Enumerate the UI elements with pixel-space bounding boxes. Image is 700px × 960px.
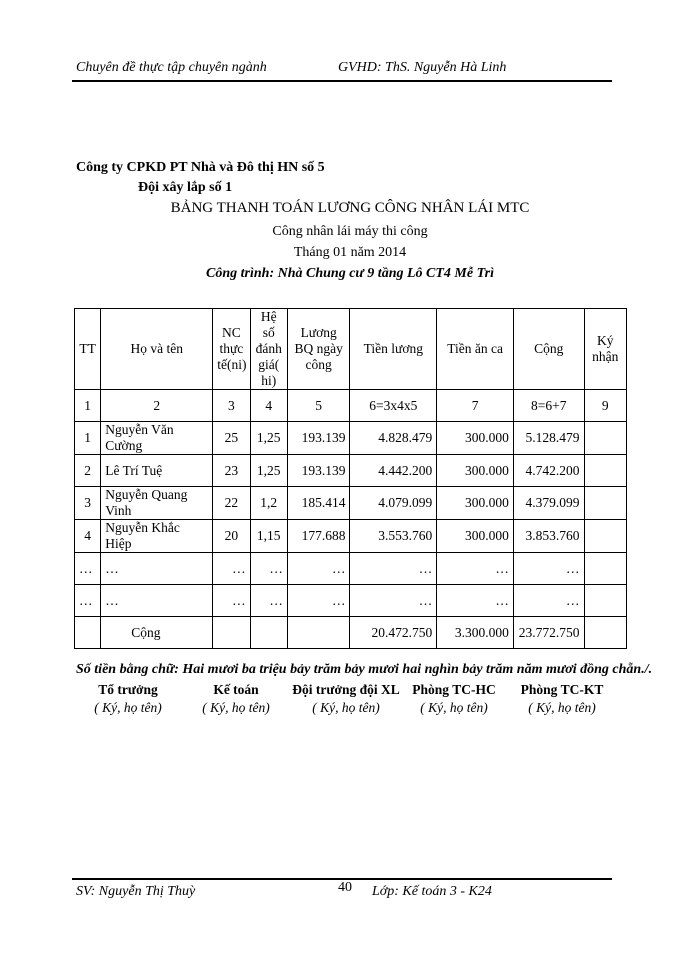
table-cell: 300.000 <box>437 520 514 553</box>
col-header: Tiền ăn ca <box>437 309 514 390</box>
table-cell: 300.000 <box>437 455 514 487</box>
table-cell: 1,15 <box>250 520 287 553</box>
table-cell <box>250 617 287 649</box>
table-cell: 20 <box>213 520 250 553</box>
table-cell <box>75 617 101 649</box>
table-cell: 5.128.479 <box>513 422 584 455</box>
signature-note: ( Ký, họ tên) <box>202 700 270 715</box>
table-cell: … <box>513 585 584 617</box>
col-header: Tiền lương <box>350 309 437 390</box>
table-cell: 300.000 <box>437 422 514 455</box>
col-header: NC thực tế(ni) <box>213 309 250 390</box>
signature-block <box>402 682 506 716</box>
header-rule <box>72 80 612 82</box>
table-cell: … <box>213 553 250 585</box>
table-row <box>75 585 627 617</box>
signature-block <box>288 682 404 716</box>
total-meal: 3.300.000 <box>437 617 514 649</box>
table-cell: … <box>513 553 584 585</box>
signature-note: ( Ký, họ tên) <box>528 700 596 715</box>
table-cell: 4 <box>250 390 287 422</box>
table-cell: … <box>437 585 514 617</box>
table-cell: Nguyễn Văn Cường <box>101 422 213 455</box>
col-header: Hệ số đánh giá( hi) <box>250 309 287 390</box>
table-cell: 4.442.200 <box>350 455 437 487</box>
table-row <box>75 422 627 455</box>
table-cell: … <box>287 553 350 585</box>
total-label: Cộng <box>101 617 213 649</box>
page-number: 40 <box>338 880 352 895</box>
payroll-table <box>74 308 627 649</box>
col-header: Lương BQ ngày công <box>287 309 350 390</box>
table-cell: 7 <box>437 390 514 422</box>
table-cell: 8=6+7 <box>513 390 584 422</box>
total-salary: 20.472.750 <box>350 617 437 649</box>
table-cell: … <box>437 553 514 585</box>
signature-note: ( Ký, họ tên) <box>420 700 488 715</box>
table-cell: 1,25 <box>250 422 287 455</box>
signature-title: Kế toán <box>213 682 259 697</box>
table-cell: 177.688 <box>287 520 350 553</box>
col-header: Họ và tên <box>101 309 213 390</box>
col-header: TT <box>75 309 101 390</box>
signature-note: ( Ký, họ tên) <box>312 700 380 715</box>
company-name: Công ty CPKD PT Nhà và Đô thị HN số 5 <box>76 160 325 175</box>
table-cell: 4.379.099 <box>513 487 584 520</box>
table-row <box>75 553 627 585</box>
table-cell: 4.742.200 <box>513 455 584 487</box>
table-cell: … <box>101 553 213 585</box>
col-header: Ký nhận <box>584 309 626 390</box>
table-cell: 3 <box>213 390 250 422</box>
table-row <box>75 487 627 520</box>
table-cell: … <box>75 553 101 585</box>
header-left: Chuyên đề thực tập chuyên ngành <box>76 60 267 75</box>
document-title: BẢNG THANH TOÁN LƯƠNG CÔNG NHÂN LÁI MTC <box>170 200 530 216</box>
table-total-row <box>75 617 627 649</box>
table-cell: 1 <box>75 422 101 455</box>
signature-title: Phòng TC-KT <box>520 682 604 697</box>
table-cell <box>584 422 626 455</box>
table-cell: … <box>101 585 213 617</box>
table-cell: 1 <box>75 390 101 422</box>
table-cell: … <box>250 553 287 585</box>
signature-note: ( Ký, họ tên) <box>94 700 162 715</box>
table-header-row <box>75 309 627 390</box>
table-cell: 6=3x4x5 <box>350 390 437 422</box>
signature-block <box>78 682 178 716</box>
signature-block <box>512 682 612 716</box>
table-cell: 300.000 <box>437 487 514 520</box>
table-cell <box>584 520 626 553</box>
table-cell: 9 <box>584 390 626 422</box>
table-cell: … <box>350 553 437 585</box>
signature-block <box>186 682 286 716</box>
team-name: Đội xây lắp số 1 <box>138 180 233 195</box>
table-cell <box>287 617 350 649</box>
col-header: Cộng <box>513 309 584 390</box>
total-sum: 23.772.750 <box>513 617 584 649</box>
table-cell: 2 <box>101 390 213 422</box>
table-index-row <box>75 390 627 422</box>
header-right: GVHD: ThS. Nguyễn Hà Linh <box>338 60 507 75</box>
signature-title: Phòng TC-HC <box>412 682 496 697</box>
project-name: Công trình: Nhà Chung cư 9 tầng Lô CT4 Mễ Trì <box>206 266 494 281</box>
table-cell: 3 <box>75 487 101 520</box>
table-cell: … <box>287 585 350 617</box>
table-cell: 3.553.760 <box>350 520 437 553</box>
table-cell: 4.079.099 <box>350 487 437 520</box>
table-cell: 3.853.760 <box>513 520 584 553</box>
amount-in-words: Số tiền bằng chữ: Hai mươi ba triệu bảy trăm bảy mươi hai nghìn bảy trăm năm mươi đồng chẵn./. <box>76 662 653 677</box>
table-cell: Lê Trí Tuệ <box>101 455 213 487</box>
table-cell: 2 <box>75 455 101 487</box>
table-cell: 22 <box>213 487 250 520</box>
document-month: Tháng 01 năm 2014 <box>293 245 407 260</box>
table-row <box>75 455 627 487</box>
signature-title: Đội trưởng đội XL <box>292 682 400 697</box>
table-cell: … <box>250 585 287 617</box>
table-cell: 193.139 <box>287 422 350 455</box>
table-cell <box>584 455 626 487</box>
table-cell: 4 <box>75 520 101 553</box>
table-cell: 185.414 <box>287 487 350 520</box>
table-cell: 4.828.479 <box>350 422 437 455</box>
table-cell: … <box>213 585 250 617</box>
footer-left: SV: Nguyễn Thị Thuỳ <box>76 884 196 899</box>
table-row <box>75 520 627 553</box>
table-cell <box>213 617 250 649</box>
table-cell: … <box>350 585 437 617</box>
signature-title: Tổ trưởng <box>98 682 158 697</box>
table-cell: 1,2 <box>250 487 287 520</box>
table-cell: 5 <box>287 390 350 422</box>
table-cell: 25 <box>213 422 250 455</box>
table-cell: … <box>75 585 101 617</box>
table-cell <box>584 617 626 649</box>
table-cell <box>584 487 626 520</box>
document-subtitle: Công nhân lái máy thi công <box>272 224 428 239</box>
table-cell: 1,25 <box>250 455 287 487</box>
table-cell: Nguyễn Quang Vinh <box>101 487 213 520</box>
table-cell: 23 <box>213 455 250 487</box>
table-cell: Nguyễn Khắc Hiệp <box>101 520 213 553</box>
table-cell <box>584 553 626 585</box>
table-cell <box>584 585 626 617</box>
footer-right: Lớp: Kế toán 3 - K24 <box>372 884 492 899</box>
table-cell: 193.139 <box>287 455 350 487</box>
